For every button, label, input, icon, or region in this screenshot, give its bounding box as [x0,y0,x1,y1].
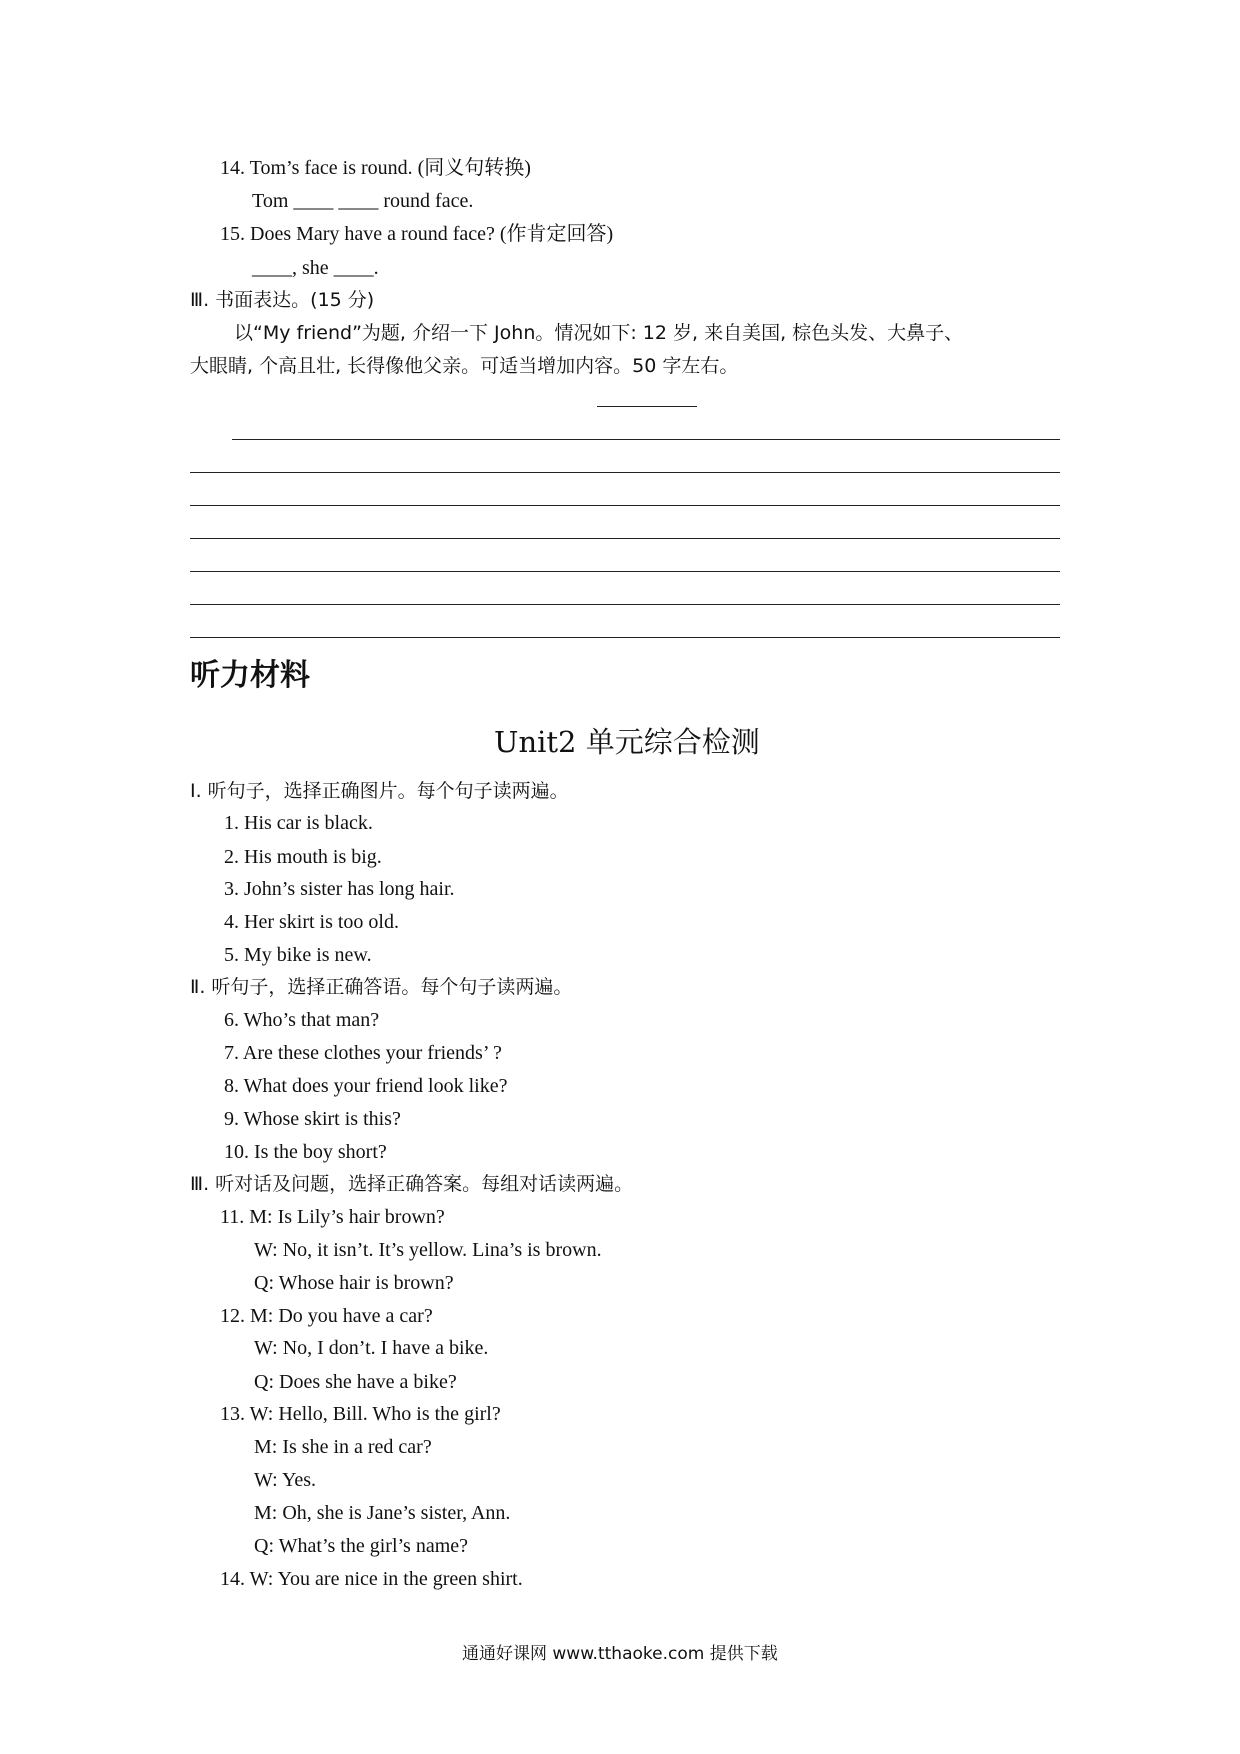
unit-title: Unit2 单元综合检测 [494,725,760,759]
question-15-answer: ____, she ____. [252,257,379,279]
writing-heading: Ⅲ. 书面表达。(15 分) [190,289,375,311]
dialogue-line: W: No, I don’t. I have a bike. [254,1337,489,1359]
writing-line[interactable] [190,538,1060,539]
dialogue-line: W: No, it isn’t. It’s yellow. Lina’s is brown. [254,1239,602,1261]
dialogue-line: M: Oh, she is Jane’s sister, Ann. [254,1502,511,1524]
listening-title: 听力材料 [190,658,310,693]
question-14: 14. Tom’s face is round. (同义句转换) [220,157,531,179]
dialogue-line: 11. M: Is Lily’s hair brown? [220,1206,445,1228]
section1-item: 4. Her skirt is too old. [224,911,399,933]
section2-item: 10. Is the boy short? [224,1141,387,1163]
section2-item: 7. Are these clothes your friends’ ? [224,1042,502,1064]
section2-heading: Ⅱ. 听句子，选择正确答语。每个句子读两遍。 [190,976,573,998]
dialogue-line: Q: Whose hair is brown? [254,1272,454,1294]
writing-line[interactable] [190,604,1060,605]
dialogue-line: M: Is she in a red car? [254,1436,432,1458]
writing-line[interactable] [232,439,1060,440]
writing-line[interactable] [190,637,1060,638]
question-15: 15. Does Mary have a round face? (作肯定回答) [220,223,614,245]
dialogue-line: 12. M: Do you have a car? [220,1305,433,1327]
dialogue-line: Q: What’s the girl’s name? [254,1535,469,1557]
dialogue-line: 14. W: You are nice in the green shirt. [220,1568,523,1590]
section1-item: 3. John’s sister has long hair. [224,878,455,900]
writing-prompt-line1: 以“My friend”为题, 介绍一下 John。情况如下: 12 岁, 来自美国, 棕色头发、大鼻子、 [234,322,964,344]
section2-item: 8. What does your friend look like? [224,1075,508,1097]
writing-title-blank[interactable] [597,406,697,407]
page-footer: 通通好课网 www.tthaoke.com 提供下载 [462,1644,778,1664]
section2-item: 9. Whose skirt is this? [224,1108,401,1130]
writing-line[interactable] [190,505,1060,506]
section1-item: 1. His car is black. [224,812,373,834]
section1-item: 2. His mouth is big. [224,846,382,868]
section1-heading: Ⅰ. 听句子，选择正确图片。每个句子读两遍。 [190,780,569,802]
writing-prompt-line2: 大眼睛, 个高且壮, 长得像他父亲。可适当增加内容。50 字左右。 [190,355,739,377]
dialogue-line: Q: Does she have a bike? [254,1371,457,1393]
question-14-answer: Tom ____ ____ round face. [252,190,474,212]
dialogue-line: W: Yes. [254,1469,317,1491]
section1-item: 5. My bike is new. [224,944,372,966]
writing-line[interactable] [190,472,1060,473]
writing-line[interactable] [190,571,1060,572]
section3-heading: Ⅲ. 听对话及问题，选择正确答案。每组对话读两遍。 [190,1173,634,1195]
section2-item: 6. Who’s that man? [224,1009,380,1031]
dialogue-line: 13. W: Hello, Bill. Who is the girl? [220,1403,501,1425]
